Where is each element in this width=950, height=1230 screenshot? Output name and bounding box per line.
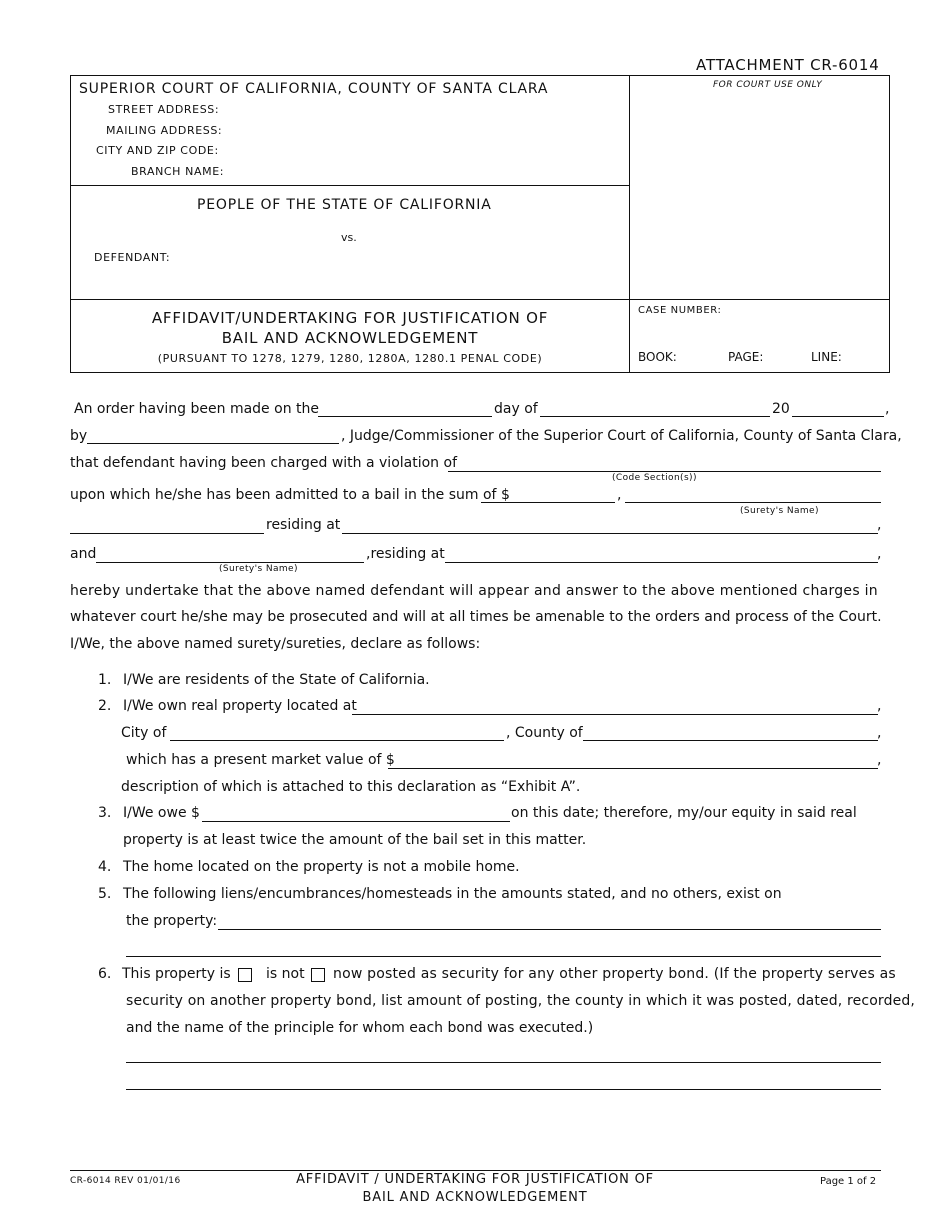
bail-sum-text: upon which he/she has been admitted to a bail in the sum of $ <box>70 487 510 503</box>
item-6-text: now posted as security for any other property bond. (If the property serves as <box>333 966 896 982</box>
order-text: An order having been made on the <box>74 401 319 417</box>
other-bond-field-2[interactable] <box>126 1089 881 1090</box>
city-of-text: City of <box>121 725 167 741</box>
liens-field-2[interactable] <box>126 956 881 957</box>
vs-label: vs. <box>341 231 357 244</box>
comma: , <box>885 401 890 417</box>
item-number-3: 3. <box>98 805 112 821</box>
surety-name-caption-1: (Surety's Name) <box>740 506 819 516</box>
mailing-address-label: MAILING ADDRESS: <box>106 124 223 137</box>
item-number-1: 1. <box>98 672 112 688</box>
market-value-field[interactable] <box>388 768 878 769</box>
undertake-paragraph-1: hereby undertake that the above named defendant will appear and answer to the above mentioned charges in <box>70 583 878 599</box>
pursuant-label: (PURSUANT TO 1278, 1279, 1280, 1280A, 1280.1 PENAL CODE) <box>157 352 543 365</box>
residence-2-field[interactable] <box>445 562 878 563</box>
surety-name-caption-2: (Surety's Name) <box>219 564 298 574</box>
charged-text: that defendant having been charged with a violation of <box>70 455 457 471</box>
form-title-line1: AFFIDAVIT/UNDERTAKING FOR JUSTIFICATION OF <box>151 309 549 327</box>
county-of-text: , County of <box>506 725 583 741</box>
court-use-only-label: FOR COURT USE ONLY <box>713 80 823 90</box>
comma: , <box>617 487 622 503</box>
equity-text: on this date; therefore, my/our equity in said real <box>511 805 857 821</box>
line-label: LINE: <box>811 350 842 364</box>
surety-name-1-field[interactable] <box>625 502 881 503</box>
judge-text: , Judge/Commissioner of the Superior Court of California, County of Santa Clara, <box>341 428 902 444</box>
residing-text-1: residing at <box>266 517 341 533</box>
form-title-line2: BAIL AND ACKNOWLEDGEMENT <box>221 329 479 347</box>
year-prefix: 20 <box>772 401 790 417</box>
item-1-text: I/We are residents of the State of California. <box>123 672 430 688</box>
attachment-label: ATTACHMENT CR-6014 <box>696 56 880 74</box>
order-date-field[interactable] <box>318 416 492 417</box>
amount-owed-field[interactable] <box>202 821 510 822</box>
page-number: Page 1 of 2 <box>820 1176 877 1187</box>
undertake-paragraph-2: whatever court he/she may be prosecuted and will at all times be amenable to the orders and process of the Court. <box>70 609 882 625</box>
footer-title-line2: BAIL AND ACKNOWLEDGEMENT <box>362 1190 588 1205</box>
owe-text: I/We owe $ <box>123 805 200 821</box>
comma: , <box>877 752 882 768</box>
city-zip-label: CITY AND ZIP CODE: <box>96 144 219 157</box>
surety-name-2-field[interactable] <box>96 562 364 563</box>
is-not-checkbox[interactable] <box>311 968 325 982</box>
market-value-text: which has a present market value of $ <box>126 752 395 768</box>
item-number-2: 2. <box>98 698 112 714</box>
equity-text-cont: property is at least twice the amount of the bail set in this matter. <box>123 832 587 848</box>
judge-name-field[interactable] <box>87 443 339 444</box>
footer-title-line1: AFFIDAVIT / UNDERTAKING FOR JUSTIFICATION OF <box>296 1172 654 1187</box>
item-6-text-cont: security on another property bond, list amount of posting, the county in which it was posted, dated, recorded, <box>126 993 916 1009</box>
comma: , <box>877 517 882 533</box>
county-field[interactable] <box>583 740 878 741</box>
street-address-label: STREET ADDRESS: <box>108 103 220 116</box>
court-name: SUPERIOR COURT OF CALIFORNIA, COUNTY OF SANTA CLARA <box>79 81 549 97</box>
and-text: and <box>70 546 97 562</box>
book-label: BOOK: <box>638 350 677 364</box>
code-section-caption: (Code Section(s)) <box>612 473 697 483</box>
people-label: PEOPLE OF THE STATE OF CALIFORNIA <box>197 197 492 213</box>
residence-1-field[interactable] <box>342 533 878 534</box>
other-bond-field-1[interactable] <box>126 1062 881 1063</box>
page-label: PAGE: <box>728 350 764 364</box>
item-6-text-end: and the name of the principle for whom each bond was executed.) <box>126 1020 594 1036</box>
footer-rule <box>70 1170 881 1171</box>
code-section-field[interactable] <box>448 471 881 472</box>
comma: , <box>877 725 882 741</box>
item-2-text: I/We own real property located at <box>123 698 357 714</box>
liens-field-1[interactable] <box>218 929 881 930</box>
day-of-text: day of <box>494 401 538 417</box>
the-property-text: the property: <box>126 913 218 929</box>
is-checkbox[interactable] <box>238 968 252 982</box>
case-number-label: CASE NUMBER: <box>638 305 722 316</box>
by-text: by <box>70 428 88 444</box>
defendant-label: DEFENDANT: <box>94 251 171 264</box>
comma: , <box>877 698 882 714</box>
month-field[interactable] <box>540 416 770 417</box>
item-5-text: The following liens/encumbrances/homesteads in the amounts stated, and no others, exist on <box>123 886 782 902</box>
form-number: CR-6014 REV 01/01/16 <box>70 1176 181 1186</box>
property-location-field[interactable] <box>352 714 878 715</box>
exhibit-a-text: description of which is attached to this declaration as “Exhibit A”. <box>121 779 581 795</box>
item-number-4: 4. <box>98 859 112 875</box>
item-number-6: 6. <box>98 966 112 982</box>
year-field[interactable] <box>792 416 884 417</box>
item-number-5: 5. <box>98 886 112 902</box>
declare-text: I/We, the above named surety/sureties, declare as follows: <box>70 636 481 652</box>
branch-name-label: BRANCH NAME: <box>131 165 225 178</box>
item-4-text: The home located on the property is not a mobile home. <box>123 859 520 875</box>
surety-name-cont-field[interactable] <box>70 533 264 534</box>
this-property-is-text: This property is <box>122 966 231 982</box>
is-not-text: is not <box>266 966 305 982</box>
residing-text-2: ,residing at <box>366 546 445 562</box>
city-field[interactable] <box>170 740 504 741</box>
comma: , <box>877 546 882 562</box>
bail-amount-field[interactable] <box>481 502 615 503</box>
